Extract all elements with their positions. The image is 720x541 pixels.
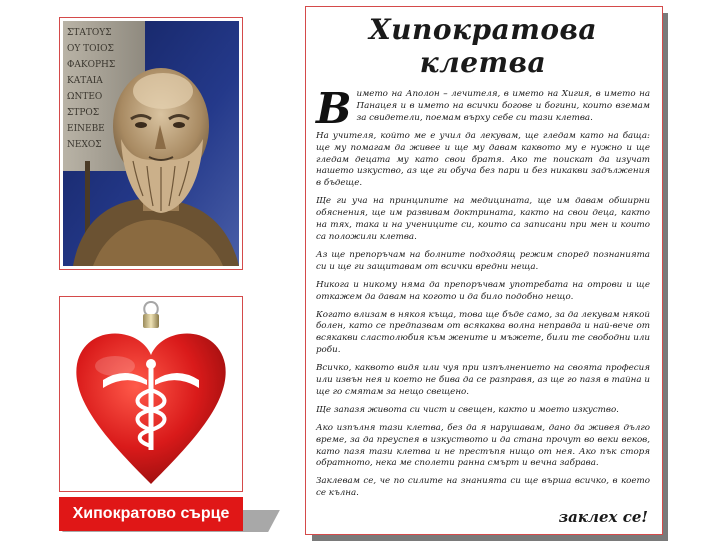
- hippocrates-portrait-frame: [59, 17, 243, 270]
- oath-paragraph: Ще запазя живота си чист и свещен, както и моето изкуство.: [316, 404, 619, 415]
- svg-text:ΩΝΤΕΟ: ΩΝΤΕΟ: [67, 92, 103, 102]
- svg-text:ΚΑΤΑΙΑ: ΚΑΤΑΙΑ: [67, 76, 103, 86]
- oath-paragraph: Заклевам се, че по силите на знанията си ще върша всичко, в което се кълна.: [316, 476, 650, 499]
- oath-title: Хипократова клетва: [368, 13, 598, 79]
- oath-signature: заклех се!: [558, 508, 648, 526]
- svg-text:ΦΑΚΟΡΗΣ: ΦΑΚΟΡΗΣ: [67, 60, 116, 70]
- oath-paragraph: Никога и никому няма да препоръчвам употребата на отрови и ще откажем да давам на когото и да било подобно нещо.: [316, 279, 650, 302]
- oath-document: [305, 6, 663, 535]
- caption-label: Хипократово сърце: [59, 497, 243, 531]
- svg-text:ΝΕΧΟΣ: ΝΕΧΟΣ: [67, 140, 102, 150]
- oath-paragraph: Всичко, каквото видя или чуя при изпълнението на своята професия или извън нея и което не бива да се разправя, аз ще го пазя в тайна и ще го смятам за нещо свещено.: [316, 363, 650, 397]
- oath-paragraph: Аз ще препоръчам на болните подходящ режим според познанията си и ще ги защитавам от всички вредни неща.: [316, 249, 650, 272]
- svg-text:ΟΥ ΤΟΙΟΣ: ΟΥ ΤΟΙΟΣ: [67, 44, 114, 54]
- hippocrates-bust-image: [63, 21, 239, 266]
- svg-text:ΕΙΝΕΒΕ: ΕΙΝΕΒΕ: [67, 124, 105, 134]
- heart-ornament-frame: [59, 296, 243, 492]
- oath-paragraph: Когато влизам в някоя къща, това ще бъде само, за да лекувам някой болен, като се предпазвам от всякаква волна неправда и най-вече от всякакви сластолюбия към жените и мъжете, били те свободни или роби.: [316, 309, 650, 356]
- oath-paragraph: Ако изпълня тази клетва, без да я нарушавам, дано да живея дълго време, за да преуспея в изкуството и да стана прочут во веки веков, като пазя тази клетва и не престъпя нищо от нея. Ако пък сторя обратното, нека ме сполети ранна смърт и вечна забрава.: [316, 422, 650, 469]
- oath-dropcap: В: [316, 84, 352, 133]
- heart-ornament-image: [63, 300, 239, 488]
- oath-paragraph: Вимето на Аполон – лечителя, в името на Хигия, в името на Панацея и в името на всички богове и богини, които вземам за свидетели, поемам върху себе си тази клетва.: [316, 84, 650, 133]
- oath-paragraph: На учителя, който ме е учил да лекувам, ще гледам като на баща: ще му помагам да живее и ще му давам каквото му е нужно и ще гледам децата му като свои братя. Ако те поискат да изучат нашето изкуство, аз ще ги обуча без пари и без никакви задължения в бъдеще.: [316, 130, 650, 189]
- svg-text:ΣΤΡΟΣ: ΣΤΡΟΣ: [67, 108, 100, 118]
- oath-paragraph: Ще ги уча на принципите на медицината, ще им давам обширни обяснения, ще им развивам доктрината, както на свои деца, както на тях, така и на учениците си, които са записани при мен и които са положили клетва.: [316, 196, 650, 242]
- svg-text:ΣΤΑΤΟΥΣ: ΣΤΑΤΟΥΣ: [67, 28, 112, 38]
